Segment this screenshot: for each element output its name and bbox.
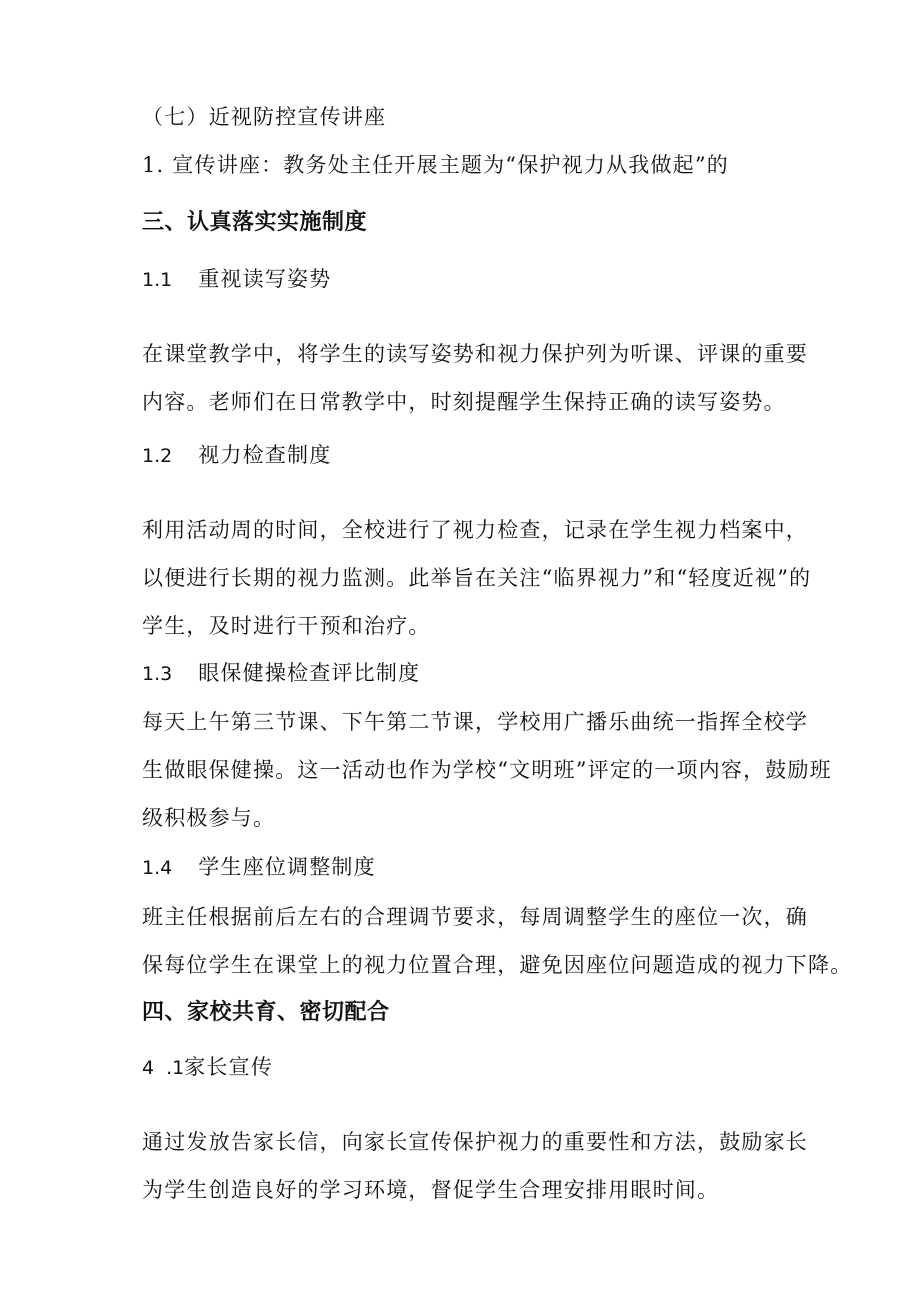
- subsection-1-1: [142, 264, 331, 295]
- subsection-1-3: [142, 658, 420, 689]
- paragraph-line: 班主任根据前后左右的合理调节要求，每周调整学生的座位一次，确: [142, 905, 808, 929]
- paragraph-line: 生做眼保健操。这一活动也作为学校“文明班”评定的一项内容，鼓励班: [142, 758, 832, 782]
- paragraph-line: 每天上午第三节课、下午第二节课，学校用广播乐曲统一指挥全校学: [142, 710, 808, 734]
- subsection-1-2: [142, 440, 331, 471]
- paragraph-line: 学生，及时进行干预和治疗。: [142, 614, 431, 638]
- paragraph-line: 利用活动周的时间，全校进行了视力检查，记录在学生视力档案中，: [142, 518, 808, 542]
- section-heading-three: 三、认真落实实施制度: [142, 210, 368, 235]
- subsection-title: 学生座位调整制度: [198, 855, 376, 879]
- subsection-number: 1.2: [142, 445, 173, 467]
- subsection-number: 1.1: [142, 269, 173, 291]
- subsection-title: 重视读写姿势: [198, 267, 332, 291]
- subsection-4-1: [142, 1052, 273, 1083]
- subsection-title: 视力检查制度: [198, 443, 332, 467]
- subsection-title: 眼保健操检查评比制度: [198, 661, 421, 685]
- subsection-title-seven: （七）近视防控宣传讲座: [142, 105, 387, 129]
- paragraph-line: 为学生创造良好的学习环境，督促学生合理安排用眼时间。: [142, 1178, 720, 1202]
- paragraph-line: 保每位学生在课堂上的视力位置合理，避免因座位问题造成的视力下降。: [142, 953, 853, 977]
- paragraph-line: 级积极参与。: [142, 806, 276, 830]
- subsection-title: 家长宣传: [184, 1055, 274, 1079]
- subsection-number: 1.4: [142, 857, 173, 879]
- paragraph-line: 内容。老师们在日常教学中，时刻提醒学生保持正确的读写姿势。: [142, 390, 786, 414]
- section-heading-four: 四、家校共育、密切配合: [142, 1000, 390, 1025]
- paragraph-line: 以便进行长期的视力监测。此举旨在关注“临界视力”和“轻度近视”的: [142, 566, 812, 590]
- subsection-number-part-b: .1: [166, 1057, 185, 1079]
- subsection-1-4: [142, 852, 376, 883]
- subsection-number: 1.3: [142, 663, 173, 685]
- paragraph-line: 在课堂教学中，将学生的读写姿势和视力保护列为听课、评课的重要: [142, 342, 808, 366]
- lecture-item-1: 1. 宣传讲座：教务处主任开展主题为“保护视力从我做起”的: [142, 153, 729, 177]
- paragraph-line: 通过发放告家长信，向家长宣传保护视力的重要性和方法，鼓励家长: [142, 1130, 808, 1154]
- subsection-number-part-a: 4: [142, 1057, 155, 1079]
